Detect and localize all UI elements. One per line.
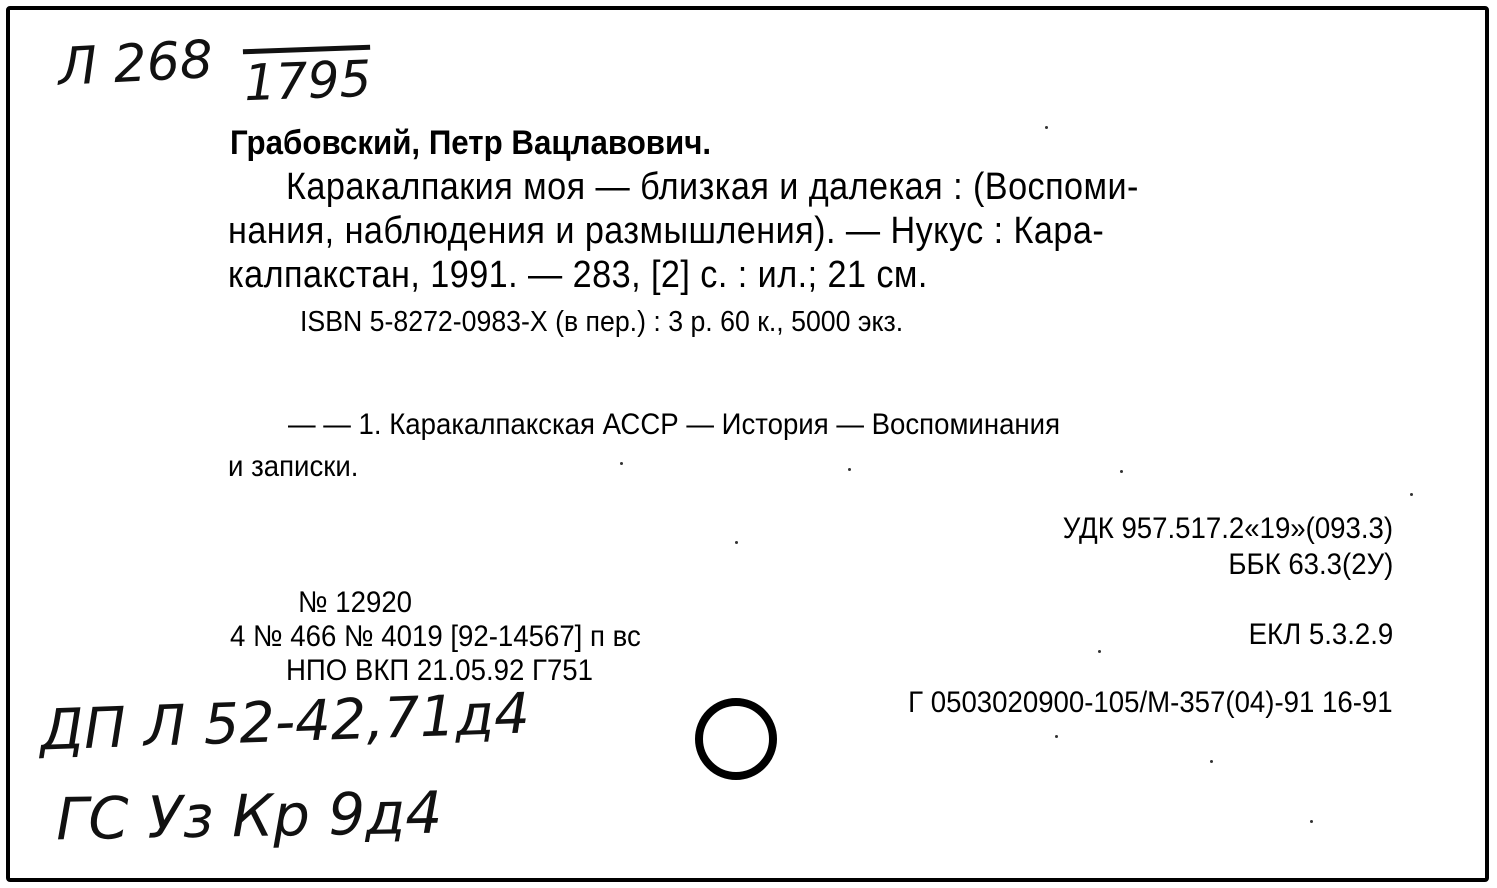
order-line: 4 № 466 № 4019 [92-14567] п вс (230, 620, 641, 653)
scan-speck (1055, 735, 1058, 738)
handwritten-code: Л 268 (56, 29, 215, 99)
publication-code: Г 0503020900-105/М-357(04)-91 16-91 (908, 686, 1393, 719)
npo-line: НПО ВКП 21.05.92 Г751 (286, 654, 594, 687)
scan-speck (1410, 493, 1413, 496)
udk-code: УДК 957.517.2«19»(093.3) (1062, 512, 1393, 545)
scan-speck (1098, 650, 1101, 653)
scan-speck (1120, 470, 1123, 473)
registration-number: № 12920 (298, 586, 413, 619)
scan-speck (848, 468, 851, 471)
subject-line-1: — — 1. Каракалпакская АССР — История — Воспоминания (288, 408, 1061, 441)
ekl-code: ЕКЛ 5.3.2.9 (1248, 618, 1393, 651)
handwritten-shelfmark-1: ДП Л 52-42,71д4 (39, 681, 531, 764)
scan-speck (1210, 760, 1213, 763)
scan-speck (1045, 126, 1048, 129)
title-line-1: Каракалпакия моя — близкая и далекая : (Воспоми- (286, 166, 1139, 208)
isbn-line: ISBN 5-8272-0983-X (в пер.) : 3 р. 60 к., 5000 экз. (300, 306, 904, 338)
handwritten-shelfmark-2: ГС Уз Кр 9д4 (55, 778, 443, 854)
subject-line-2: и записки. (228, 450, 359, 483)
title-line-2: нания, наблюдения и размышления). — Нукус : Кара- (228, 210, 1105, 252)
scan-speck (1310, 820, 1313, 823)
scan-speck (735, 541, 738, 544)
circle-stamp-icon (695, 698, 777, 780)
author-heading: Грабовский, Петр Вацлавович. (230, 124, 712, 162)
handwritten-number: 1795 (243, 49, 373, 113)
bbk-code: ББК 63.3(2У) (1228, 548, 1393, 581)
title-line-3: калпакстан, 1991. — 283, [2] с. : ил.; 21 см. (228, 254, 928, 296)
scan-speck (620, 462, 623, 465)
